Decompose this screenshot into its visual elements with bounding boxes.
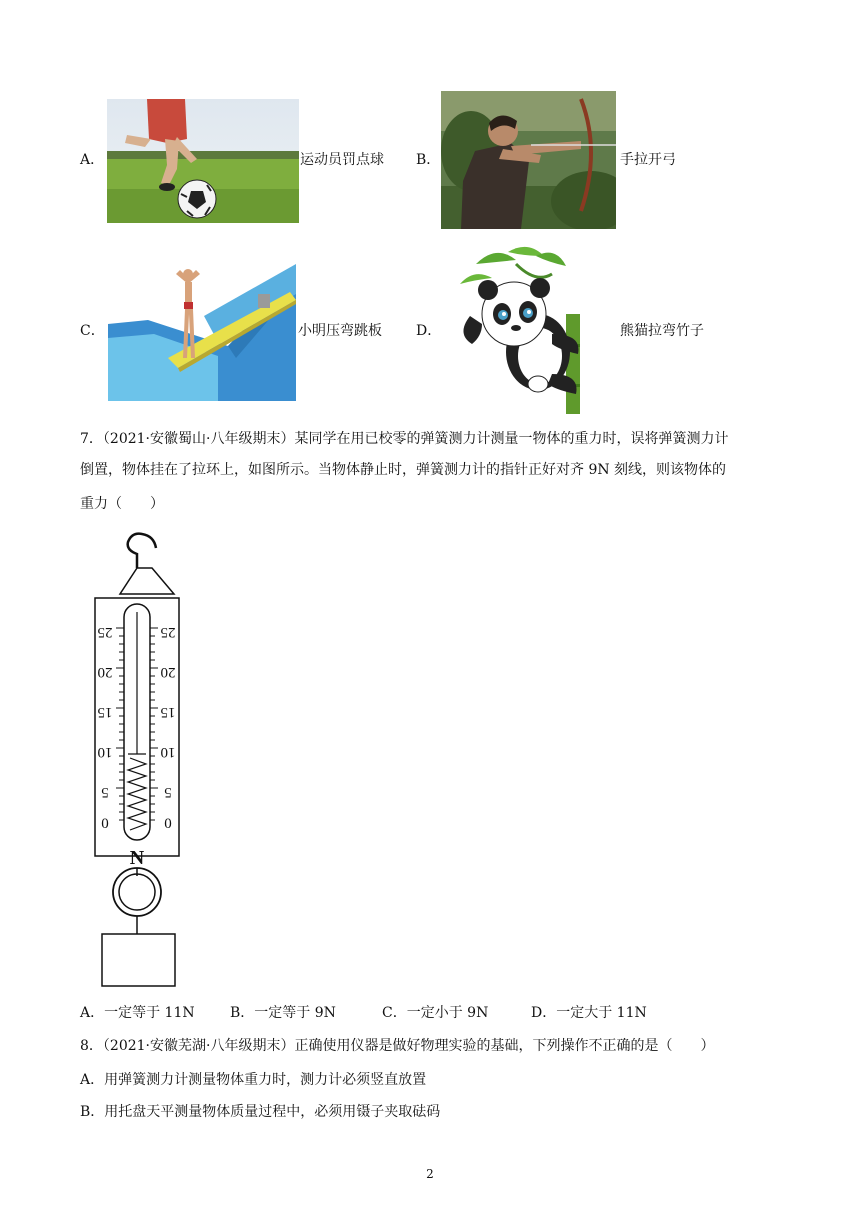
option-a-letter: A． bbox=[80, 152, 105, 168]
option-b-letter: B． bbox=[416, 152, 441, 168]
scale-label-5-right: 5 bbox=[164, 784, 172, 800]
q7-option-b: B．一定等于 9N bbox=[230, 1005, 336, 1021]
q7-number: 7． bbox=[80, 431, 103, 447]
scale-label-10-right: 10 bbox=[160, 744, 176, 760]
q7-source: （2021·安徽蜀山·八年级期末） bbox=[102, 431, 295, 447]
soccer-penalty-kick-image bbox=[107, 99, 299, 223]
q8-stem bbox=[80, 1036, 714, 1056]
option-a-caption: 运动员罚点球 bbox=[300, 152, 384, 168]
scale-label-20-left: 20 bbox=[97, 664, 113, 680]
scale-label-10-left: 10 bbox=[97, 744, 113, 760]
q8-number: 8． bbox=[80, 1038, 103, 1054]
option-d-letter: D． bbox=[416, 323, 442, 339]
scale-label-15-right: 15 bbox=[160, 704, 176, 720]
scale-label-5-left: 5 bbox=[101, 784, 109, 800]
q7-text-line1: 某同学在用已校零的弹簧测力计测量一物体的重力时，误将弹簧测力计 bbox=[294, 431, 729, 447]
spring-scale-figure bbox=[90, 532, 200, 992]
scale-label-20-right: 20 bbox=[160, 664, 176, 680]
q7-option-c: C．一定小于 9N bbox=[382, 1005, 489, 1021]
unit-label: N bbox=[129, 847, 145, 869]
scale-label-25-left: 25 bbox=[97, 624, 113, 640]
option-b-caption: 手拉开弓 bbox=[620, 152, 676, 168]
object-block bbox=[102, 934, 175, 986]
diving-board-image bbox=[108, 254, 296, 401]
q8-option-a: A．用弹簧测力计测量物体重力时，测力计必须竖直放置 bbox=[80, 1072, 427, 1088]
option-c-caption: 小明压弯跳板 bbox=[298, 323, 382, 339]
q7-text-line2: 倒置，物体挂在了拉环上，如图所示。当物体静止时，弹簧测力计的指针正好对齐 9N 刻线，则该物体的 bbox=[80, 462, 727, 478]
q7-text-line3: 重力（ ） bbox=[80, 496, 164, 512]
q7-option-a: A．一定等于 11N bbox=[80, 1005, 195, 1021]
page-number: 2 bbox=[426, 1167, 434, 1181]
scale-label-0-right: 0 bbox=[164, 816, 172, 832]
q8-source: （2021·安徽芜湖·八年级期末） bbox=[102, 1038, 295, 1054]
hook-icon bbox=[128, 534, 156, 568]
scale-label-0-left: 0 bbox=[101, 816, 109, 832]
option-c-letter: C． bbox=[80, 323, 105, 339]
scale-label-25-right: 25 bbox=[160, 624, 176, 640]
option-d-caption: 熊猫拉弯竹子 bbox=[620, 323, 704, 339]
scale-label-15-left: 15 bbox=[97, 704, 113, 720]
archer-drawing-bow-image bbox=[441, 91, 616, 229]
q7-option-d: D．一定大于 11N bbox=[531, 1005, 647, 1021]
q7-line1 bbox=[80, 429, 780, 449]
panda-on-bamboo-image bbox=[456, 244, 588, 414]
q8-option-b: B．用托盘天平测量物体质量过程中，必须用镊子夹取砝码 bbox=[80, 1104, 441, 1120]
q8-text: 正确使用仪器是做好物理实验的基础，下列操作不正确的是（ ） bbox=[294, 1038, 715, 1054]
